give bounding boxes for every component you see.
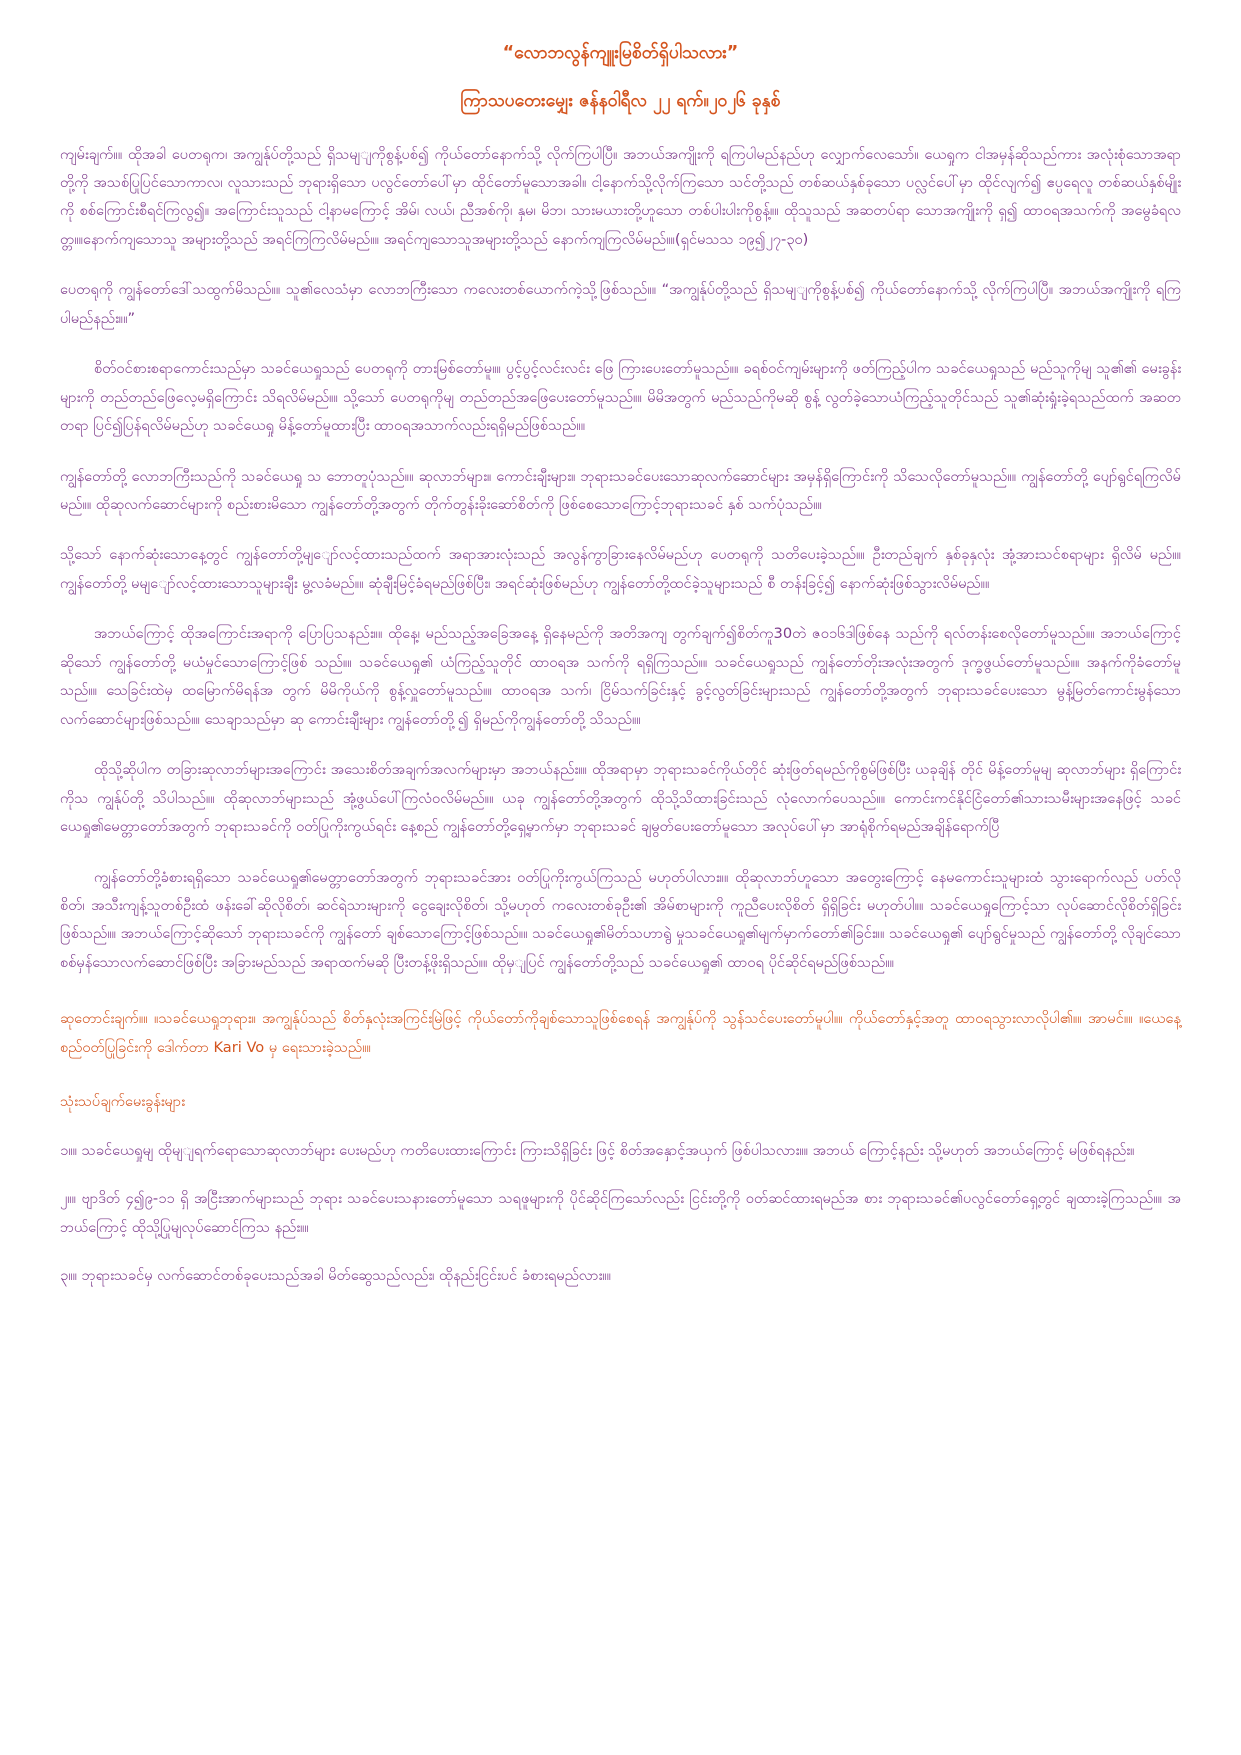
question-2: ၂။။ ဗျာဒိတ် ၄၍၉-၁၁ ရှိ အငြီးအာက်များသည် ဘုရား သခင်ပေးသနားတော်မူသော သရဖူများကို ပိုင်ဆိုင်ကြသော်လည်း ငြင်းတို့ကို ဝတ်ဆင်ထားရမည်အ စား ဘုရားသခင်၏ပလွင်တော်ရှေ့တွင် ချထားခဲ့ကြသည်။။ အဘယ်ကြောင့် ထိုသို့ပြုမျလုပ်ဆောင်ကြသ နည်း။။ [60, 1190, 1181, 1236]
questions-heading: သုံးသပ်ချက်မေးခွန်းများ [60, 1093, 185, 1111]
body-paragraph-4: သို့သော် နောက်ဆုံးသောနေ့တွင် ကျွန်တော်တို့မျျော်လင့်ထားသည်ထက် အရာအားလုံးသည် အလွန်ကွာခြားနေလိမ်မည်ဟု ပေတရုကို သတိပေးခဲ့သည်။။ ဦးတည်ချက် နှစ်ခုနှလုံး အုံ့အားသင်စရာများ ရှိလိမ် မည်။။ ကျွန်တော်တို့ မမျျော်လင့်ထားသောသူများချီး မွ့လခံမည်။။ ဆုံချီးမြင့်ခံရမည်ဖြစ်ပြီး၊ အရင်ဆုံးဖြစ်မည်ဟု ကျွန်တော်တို့ထင်ခဲ့သူများသည် စီ တန်းခြင့်၍ နောက်ဆုံးဖြစ်သွားလိမ်မည်။။ [60, 546, 1181, 592]
prayer-text: ။သခင်ယေရှုဘုရား။ အကျွန်ုပ်သည် စိတ်နှလုံးအကြင်းမြဲဖြင့် ကိုယ်တော်ကိုချစ်သောသူဖြစ်စေရန် အကျွန်ုပ်ကို သွန််သင်ပေးတော်မူပါ။။ ကိုယ်တော်နှင့်အတူ ထာဝရသွားလာလိုပါ၏။။ အာမင်။။ [154, 1010, 1133, 1028]
body-paragraph-6: ထိုသို့ဆိုပါက တခြားဆုလာဘ်များအကြောင်း အသေးစိတ်အချက်အလက်များမှာ အဘယ်နည်း။။ ထိုအရာမှာ ဘုရားသခင်ကိုယ်တိုင် ဆုံးဖြတ်ရမည်ကိုစွမ်ဖြစ်ပြီး ယခုချိန် တိုင် မိန့်တော်မူမျ ဆုလာဘ်များ ရှိကြောင်းကိုသ ကျွန်ုပ်တို့ သိပါသည်။။ ထိုဆုလာဘ်များသည် အုံ့ဖွယ်ပေါ်ကြလံ၀လိမ်မည်။။ ယခု ကျွန်တော်တို့အတွက် ထိုသို့သိထားခြင်းသည် လုံလောက်ပေသည်။။ ကောင်းကင်နိုင်ငြံတော်၏သားသမီးများအနေဖြင့် သခင်ယေရှု၏မေတ္တာတော်အတွက် ဘုရားသခင်ကို ဝတ်ပြုကိုးကွယ်ရင်း နေ့စည် ကျွန်တော်တို့ရှေ့မှာက်မှာ ဘုရားသခင် ချမွတ်ပေးတော်မူသော အလုပ်ပေါ်မှာ အာရုံစိုက်ရမည်အချိန်ရောက်ပြီ [60, 761, 1181, 836]
body-paragraph-1: ပေတရုကို ကျွန်တော်ဒေါ်သထွက်မိသည်။။ သူ၏လေသံမှာ လောဘကြီးသော ကလေးတစ်ယောက်ကဲ့သို့ဖြစ်သည်။။ “အကျွန်ုပ်တို့သည် ရှိသမျျကိုစွန့်ပစ်၍ ကိုယ်တော်နောက်သို့ လိုက်ကြပါပြီ။ အဘယ်အကျိုးကို ရကြပါမည်နည်း။။” [60, 281, 1181, 327]
body-paragraph-2: စိတ်ဝင်စားစရာကောင်းသည်မှာ သခင်ယေရှုသည် ပေတရုကို တားမြစ်တော်မူ။။ ပွင့်ပွင့်လင်းလင်း ဖြေ ကြားပေးတော်မူသည်။။ ခရစ်ဝင်ကျမ်းများကို ဖတ်ကြည့်ပါက သခင်ယေရှုသည် မည်သူကိုမျ သူ၏၏ မေးခွန်းများကို တည်တည်ဖြေလေ့မရှိကြောင်း သိရလိမ်မည်။။ သို့သော် ပေတရုကိုမျ တည်တည်အဖြေပေးတော်မူသည်။။ မိမိအတွက် မည်သည်ကိုမဆို စွန့် လွတ်ခဲ့သောယံကြည့်သူတိုင်သည် သူ၏ဆုံးရှုံးခဲ့ရသည်ထက် အဆတတရာ ပြင်၍ပြန်ရလိမ်မည်ဟု သခင်ယေရှု မိန့်တော်မူထားပြီး ထာဝရအသာက်လည်းရရှိမည်ဖြစ်သည်။။ [60, 360, 1181, 435]
prayer-label: ဆုတောင်းချက်။။ [60, 1010, 148, 1028]
page-title: “လောဘလွန်ကျူးမြစိတ်ရှိပါသလား” [502, 43, 739, 63]
question-1: ၁။။ သခင်ယေရှုမျ ထိုမျျရက်ရောသောဆုလာဘ်များ ပေးမည်ဟု ကတိပေးထားကြောင်း ကြားသိရှိခြင်း ဖြင့် စိတ်အနှောင့်အယှက် ဖြစ်ပါသလား။။ အဘယ် ကြောင့်နည်း သို့မဟုတ် အဘယ်ကြောင့် မဖြစ်ရနည်း။ [60, 1141, 1135, 1159]
body-paragraph-5: အဘယ်ကြောင့် ထိုအကြောင်းအရာကို ပြောပြသနည်း။။ ထိုနေ့၊ မည်သည့်အခြေအနေ့ ရှိနေမည်ကို အတိအကျ တွက်ချက်၍စိတ်ကူ30တဲ ဇ၀၁၆ဒါဖြစ်နေ သည်ကို ရလ်တန်းစေလိုတော်မူသည်။။ အဘယ်ကြောင့်ဆိုသော် ကျွန်တော်တို့ မယံမှုင်သောကြောင့်ဖြစ် သည်။။ သခင်ယေရှု၏ ယံကြည့်သူတိုင်် ထာဝရအ သက်ကို ရရှိကြသည်။။ သခင်ယေရှုသည် ကျွန်တော်တိုးအလုံးအတွက် ဒုက္ခဖွယ်တော်မူသည်။။ အနက်ကိုခံတော်မူသည်။။ သေခြင်းထဲမှ ထမြောက်မိရန်အ တွက် မိမိကိုယ်ကို စွန့်လှူတော်မူသည်။။ ထာဝရအ သက်၊ ငြိမ်သက်ခြင်းနှင့် ခွင့်လွတ်ခြင်းများသည် ကျွန်တော်တို့အတွက် ဘုရားသခင်ပေးသော မွန့်မြတ်ကောင်းမွန်သောလက်ဆောင်များဖြစ်သည်။။ သေချာသည်မှာ ဆု ကောင်းချီးများ ကျွန်တော်တို့၍ ရှိမည်ကိုကျွန်တော်တို့ သိသည်။။ [60, 625, 1181, 728]
body-paragraph-3: ကျွန်တော်တို့ လောဘကြီးသည်ကို သခင်ယေရှု သ ဘောတူပုံသည်။။ ဆုလာဘ်များ။ ကောင်းချီးများ။ ဘုရားသခင်ပေးသောဆုလက်ဆောင်များ အမှန်ရှိကြောင်းကို သိသေလိုတော်မူသည်။။ ကျွန်တော်တို့ ပျော်ရွင်ရကြလိမ်မည်။။ ထိုဆုလက်ဆောင်များကို စည်းစားမိသော ကျွန်တော်တို့အတွက် တိုက်တွန်းခိုးဆော်စိတ်ကို ဖြစ်စေသောကြောင့်ဘုရားသခင် နှစ် သက်ပုံသည်။။ [60, 467, 1181, 514]
question-3: ၃။။ ဘုရားသခင်မှ လက်ဆောင်တစ်ခုပေးသည်အခါ မိတ်ဆွေသည်လည်း၊ ထိုနည်းငြင်းပင် ခံစားရမည်လား။။ [60, 1267, 612, 1285]
scripture-paragraph: ကျမ်းချက်။။ ထိုအခါ ပေတရုက၊ အကျွန်ုပ်တို့သည် ရှိသမျျကိုစွန့်ပစ်၍ ကိုယ်တော်နောက်သို့ လိုက်ကြပါပြီ။ အဘယ်အကျိုးကို ရကြပါမည်နည်ဟု လျှောက်လေသော်။ ယေရှုက ငါအမှန်ဆိုသည်ကား အလုံးစုံသောအရာတို့ကို အသစ်ပြုပြင်သောကာလ၊ လူသားသည် ဘုရားရှိသော ပလွင်တော်ပေါ်မှာ ထိုင်တော်မူသောအခါ။ ငါ့နောက်သို့လိုက်ကြသော သင်တို့သည် တစ်ဆယ်နှစ်ခုသော ပလ္လင်ပေါ်မှာ ထိုင်လျက်၍ ဧပ္ပရေလူ တစ်ဆယ်နှစ်မျိုးကို စစ်ကြောင်းစီရင်ကြလွ၍။ အကြောင်းသူသည် ငါ့နာမကြောင့် အိမ်၊ လယ်၊ ညီအစ်ကို၊ နှမ၊ မိဘ၊ သားမယားတို့ဟူသော တစ်ပါးပါးကိုစွန့်။။ ထိုသူသည် အဆတပ်ရာ သောအကျိုးကို ရှ၍ ထာဝရအသက်ကို အမွေခံရလတ္တ။။နောက်ကျသောသူ အများတို့သည် အရင်ကြကြလိမ်မည်။။ အရင်ကျသောသူအများတို့သည် နောက်ကျကြလိမ်မည်။။(ရှင်မသသ ၁၉၍၂၇-၃၀) [60, 145, 1181, 248]
prayer-attribution: ။ယေနေ့စည်ဝတ်ပြုခြင်းကို ဒေါက်တာ Kari Vo မှ ရေးသားခဲ့သည်။။ [60, 1010, 1181, 1056]
prayer-block [60, 1005, 1181, 1062]
page-subtitle: ကြာသပတေးမျှေး ဇန်နဝါရီလ ၂၂ ရက်။၂၀၂၆ ခုနှစ် [460, 91, 781, 112]
body-paragraph-7: ကျွန်တော်တို့ခံစားရရှိသော သခင်ယေရှု၏မေတ္တာတော်အတွက် ဘုရားသခင်အား ဝတ်ပြုကိုးကွယ်ကြသည် မဟုတ်ပါလား။။ ထိုဆုလာဘ်ဟူသော အတွေးကြောင့် နေမကောင်းသူများထံ သွားရောက်လည် ပတ်လိုစိတ်၊ အသီးကျန့်သူတစ်ဦးထံ ဖန်းခေါ်ဆိုလိုစိတ်၊ ဆင်ရဲသားများကို ငွေချေးလိုစိတ်၊ သို့မဟုတ် ကလေးတစ်ခုဦး၏ အိမ်စာများကို ကူညီပေးလိုစိတ် ရှိရှိခြင်း မဟုတ်ပါ။။ သခင်ယေရှုကြောင့်သာ လုပ်ဆောင်လိုစိတ်ရှိခြင်းဖြစ်သည်။။ အဘယ်ကြောင့်ဆိုသော် ဘုရားသခင်ကို ကျွန်တော် ချစ်သောကြောင့်ဖြစ်သည်။။ သခင်ယေရှု၏မိတ်သဟာရွဲ မှုသခင်ယေရှု၏မျက်မှာက်တော်၏ခြင်း။။ သခင်ယေရှု၏ ပျော်ရွင်မှုသည် ကျွန်တော်တို့ လိုချင်သော စစ်မှန်သောလက်ဆောင်ဖြစ်ပြီး အခြားမည်သည် အရာထက်မဆို ပြီးတန့်ဖိုးရှိသည်။။ ထိုမှျပြင် ကျွန်တော်တို့သည် သခင်ယေရှု၏ ထာဝရ ပိုင်ဆိုင်ရမည်ဖြစ်သည်။။ [60, 868, 1181, 971]
